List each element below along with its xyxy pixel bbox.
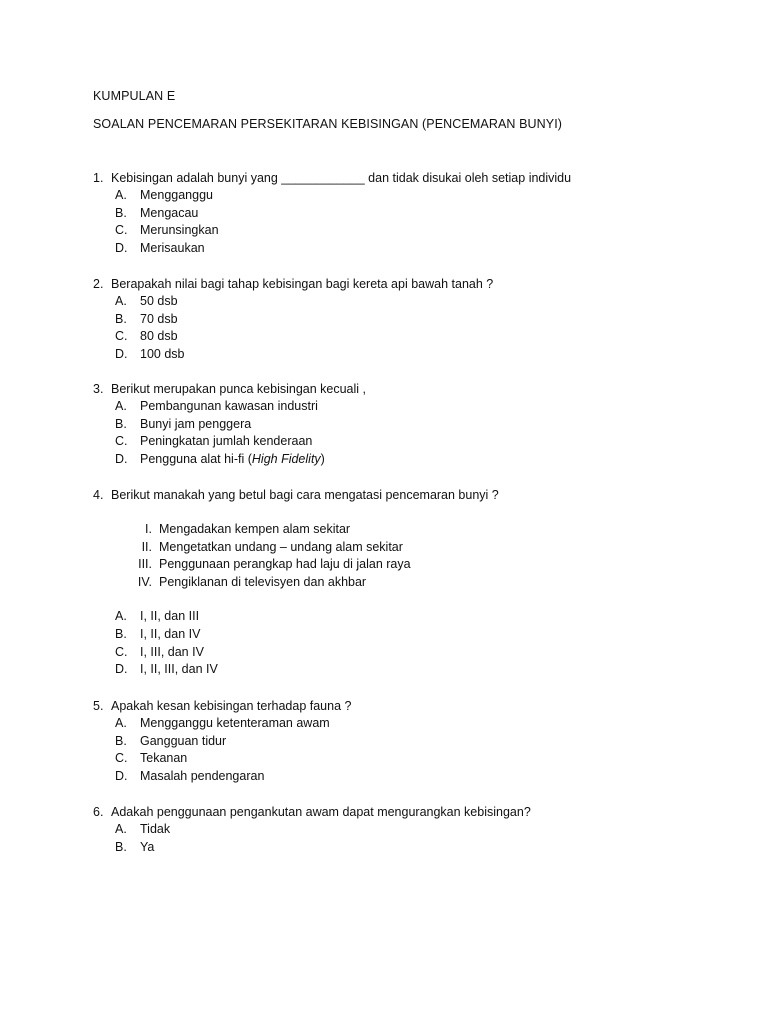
question-number: 1. xyxy=(93,171,104,185)
option-text: I, III, dan IV xyxy=(140,644,204,659)
statement-text: Pengiklanan di televisyen dan akhbar xyxy=(159,574,367,589)
option-letter: C. xyxy=(115,434,128,449)
question-number: 6. xyxy=(93,805,104,819)
option-letter: B. xyxy=(115,839,127,854)
question-3 xyxy=(93,380,733,468)
option-text: Ya xyxy=(140,839,155,854)
question-stem xyxy=(93,380,733,398)
option-a xyxy=(93,821,733,839)
group-heading: KUMPULAN E xyxy=(93,89,176,103)
statement-iv xyxy=(93,574,733,592)
question-text: Berikut merupakan punca kebisingan kecuali , xyxy=(111,382,367,396)
statement-numeral: IV. xyxy=(137,574,152,589)
question-4 xyxy=(93,486,733,679)
option-a xyxy=(93,608,733,626)
option-text-main: Pengguna alat hi-fi ( xyxy=(140,451,252,466)
option-text: Pembangunan kawasan industri xyxy=(140,399,318,413)
option-text: 100 dsb xyxy=(140,346,185,361)
question-text: Berapakah nilai bagi tahap kebisingan bagi kereta api bawah tanah ? xyxy=(111,277,494,291)
option-a xyxy=(93,398,733,416)
statement-numeral: III. xyxy=(138,557,152,572)
statement-text: Mengetatkan undang – undang alam sekitar xyxy=(159,539,403,554)
option-text: 70 dsb xyxy=(140,311,178,326)
question-text: Berikut manakah yang betul bagi cara mengatasi pencemaran bunyi ? xyxy=(111,488,499,502)
option-text: Masalah pendengaran xyxy=(140,768,265,783)
option-letter: D. xyxy=(115,662,128,677)
option-text: I, II, dan IV xyxy=(140,626,201,641)
question-stem xyxy=(93,486,733,504)
option-letter: D. xyxy=(115,451,128,466)
question-stem xyxy=(93,697,733,715)
question-number: 5. xyxy=(93,699,104,713)
option-letter: A. xyxy=(115,188,127,202)
option-b xyxy=(93,416,733,434)
option-b xyxy=(93,311,733,329)
statement-list xyxy=(93,521,733,591)
question-2 xyxy=(93,275,733,363)
question-stem xyxy=(93,169,733,187)
option-letter: B. xyxy=(115,311,127,326)
option-text: Bunyi jam penggera xyxy=(140,416,252,431)
option-d xyxy=(93,661,733,679)
option-letter: D. xyxy=(115,346,128,361)
question-6 xyxy=(93,803,733,856)
option-b xyxy=(93,839,733,857)
option-c xyxy=(93,433,733,451)
option-b xyxy=(93,205,733,223)
option-text: Tidak xyxy=(140,822,171,836)
option-letter: D. xyxy=(115,240,128,255)
option-letter: C. xyxy=(115,223,128,238)
option-text-close: ) xyxy=(320,451,325,466)
option-letter: A. xyxy=(115,716,127,730)
statement-iii xyxy=(93,556,733,574)
option-letter: C. xyxy=(115,644,128,659)
option-letter: A. xyxy=(115,294,127,308)
question-text: Apakah kesan kebisingan terhadap fauna ? xyxy=(111,699,352,713)
question-number: 2. xyxy=(93,277,104,291)
option-b xyxy=(93,626,733,644)
statement-text: Mengadakan kempen alam sekitar xyxy=(159,522,351,536)
option-letter: A. xyxy=(115,399,127,413)
option-a xyxy=(93,293,733,311)
option-text: Mengganggu ketenteraman awam xyxy=(140,716,330,730)
document-title: SOALAN PENCEMARAN PERSEKITARAN KEBISINGAN (PENCEMARAN BUNYI) xyxy=(93,117,563,131)
option-a xyxy=(93,715,733,733)
option-letter: C. xyxy=(115,751,128,766)
question-number: 3. xyxy=(93,382,104,396)
option-b xyxy=(93,733,733,751)
option-text: 50 dsb xyxy=(140,294,178,308)
option-text: Mengganggu xyxy=(140,188,213,202)
option-text xyxy=(140,451,325,469)
question-5 xyxy=(93,697,733,785)
option-d xyxy=(93,768,733,786)
option-text: Merisaukan xyxy=(140,240,205,255)
option-text: Peningkatan jumlah kenderaan xyxy=(140,434,313,449)
statement-ii xyxy=(93,539,733,557)
option-text: I, II, III, dan IV xyxy=(140,662,218,677)
option-letter: B. xyxy=(115,733,127,748)
option-text: Tekanan xyxy=(140,751,188,766)
option-text-italic: High Fidelity xyxy=(251,451,321,466)
option-c xyxy=(93,644,733,662)
statement-text: Penggunaan perangkap had laju di jalan raya xyxy=(159,557,411,572)
question-1 xyxy=(93,169,733,257)
option-text: Mengacau xyxy=(140,205,199,220)
option-c xyxy=(93,750,733,768)
option-letter: C. xyxy=(115,329,128,344)
option-letter: B. xyxy=(115,205,127,220)
option-letter: B. xyxy=(115,416,127,431)
option-letter: B. xyxy=(115,626,127,641)
option-d xyxy=(93,240,733,258)
option-text: I, II, dan III xyxy=(140,609,200,624)
statement-numeral: I. xyxy=(145,522,152,536)
question-stem xyxy=(93,275,733,293)
option-d xyxy=(93,346,733,364)
option-letter: A. xyxy=(115,822,127,836)
statement-i xyxy=(93,521,733,539)
option-text: Merunsingkan xyxy=(140,223,219,238)
option-text: 80 dsb xyxy=(140,329,178,344)
option-c xyxy=(93,328,733,346)
question-stem xyxy=(93,803,733,821)
option-d xyxy=(93,451,733,469)
option-letter: D. xyxy=(115,768,128,783)
question-text: Adakah penggunaan pengankutan awam dapat mengurangkan kebisingan? xyxy=(111,805,531,819)
statement-numeral: II. xyxy=(141,539,152,554)
question-text: Kebisingan adalah bunyi yang ____________ dan tidak disukai oleh setiap individu xyxy=(111,171,572,185)
option-c xyxy=(93,222,733,240)
option-a xyxy=(93,187,733,205)
question-number: 4. xyxy=(93,488,104,502)
option-text: Gangguan tidur xyxy=(140,733,227,748)
option-letter: A. xyxy=(115,609,127,624)
